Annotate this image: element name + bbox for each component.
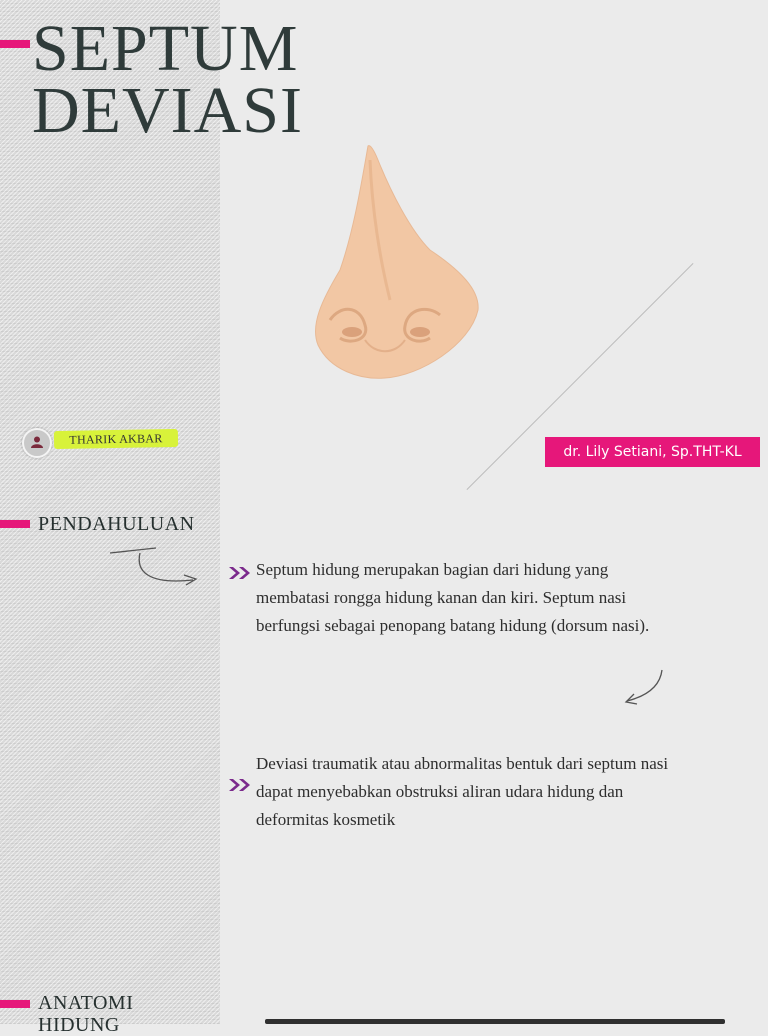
anatomy-heading-line-2: HIDUNG	[38, 1014, 120, 1036]
slide-title	[32, 12, 303, 147]
double-chevron-right-icon	[228, 778, 252, 792]
title-line-1: SEPTUM	[32, 12, 299, 85]
section-accent-bar	[0, 1000, 30, 1008]
section-accent-bar	[0, 520, 30, 528]
title-accent-bar	[0, 40, 30, 48]
section-heading-anatomi	[38, 992, 133, 1036]
intro-paragraph-2: Deviasi traumatik atau abnormalitas bentuk dari septum nasi dapat menyebabkan obstruksi aliran udara hidung dan deformitas kosmetik	[256, 754, 669, 829]
curved-arrow-icon	[622, 668, 667, 708]
intro-paragraph-1: Septum hidung merupakan bagian dari hidung yang membatasi rongga hidung kanan dan kiri. Septum nasi berfungsi sebagai penopang batang hidung (dorsum nasi).	[256, 560, 650, 635]
anatomy-heading-line-1: ANATOMI	[38, 992, 134, 1014]
title-line-2: DEVIASI	[32, 74, 303, 147]
nose-illustration	[310, 140, 485, 385]
curved-arrow-icon	[108, 545, 203, 590]
left-panel	[0, 0, 220, 1024]
supervisor-badge: dr. Lily Setiani, Sp.THT-KL	[545, 437, 760, 467]
author-name-badge: THARIK AKBAR	[54, 429, 178, 449]
bottom-divider	[265, 1019, 725, 1024]
double-chevron-right-icon	[228, 566, 252, 580]
user-icon	[22, 428, 52, 458]
section-heading-pendahuluan: PENDAHULUAN	[38, 513, 195, 535]
